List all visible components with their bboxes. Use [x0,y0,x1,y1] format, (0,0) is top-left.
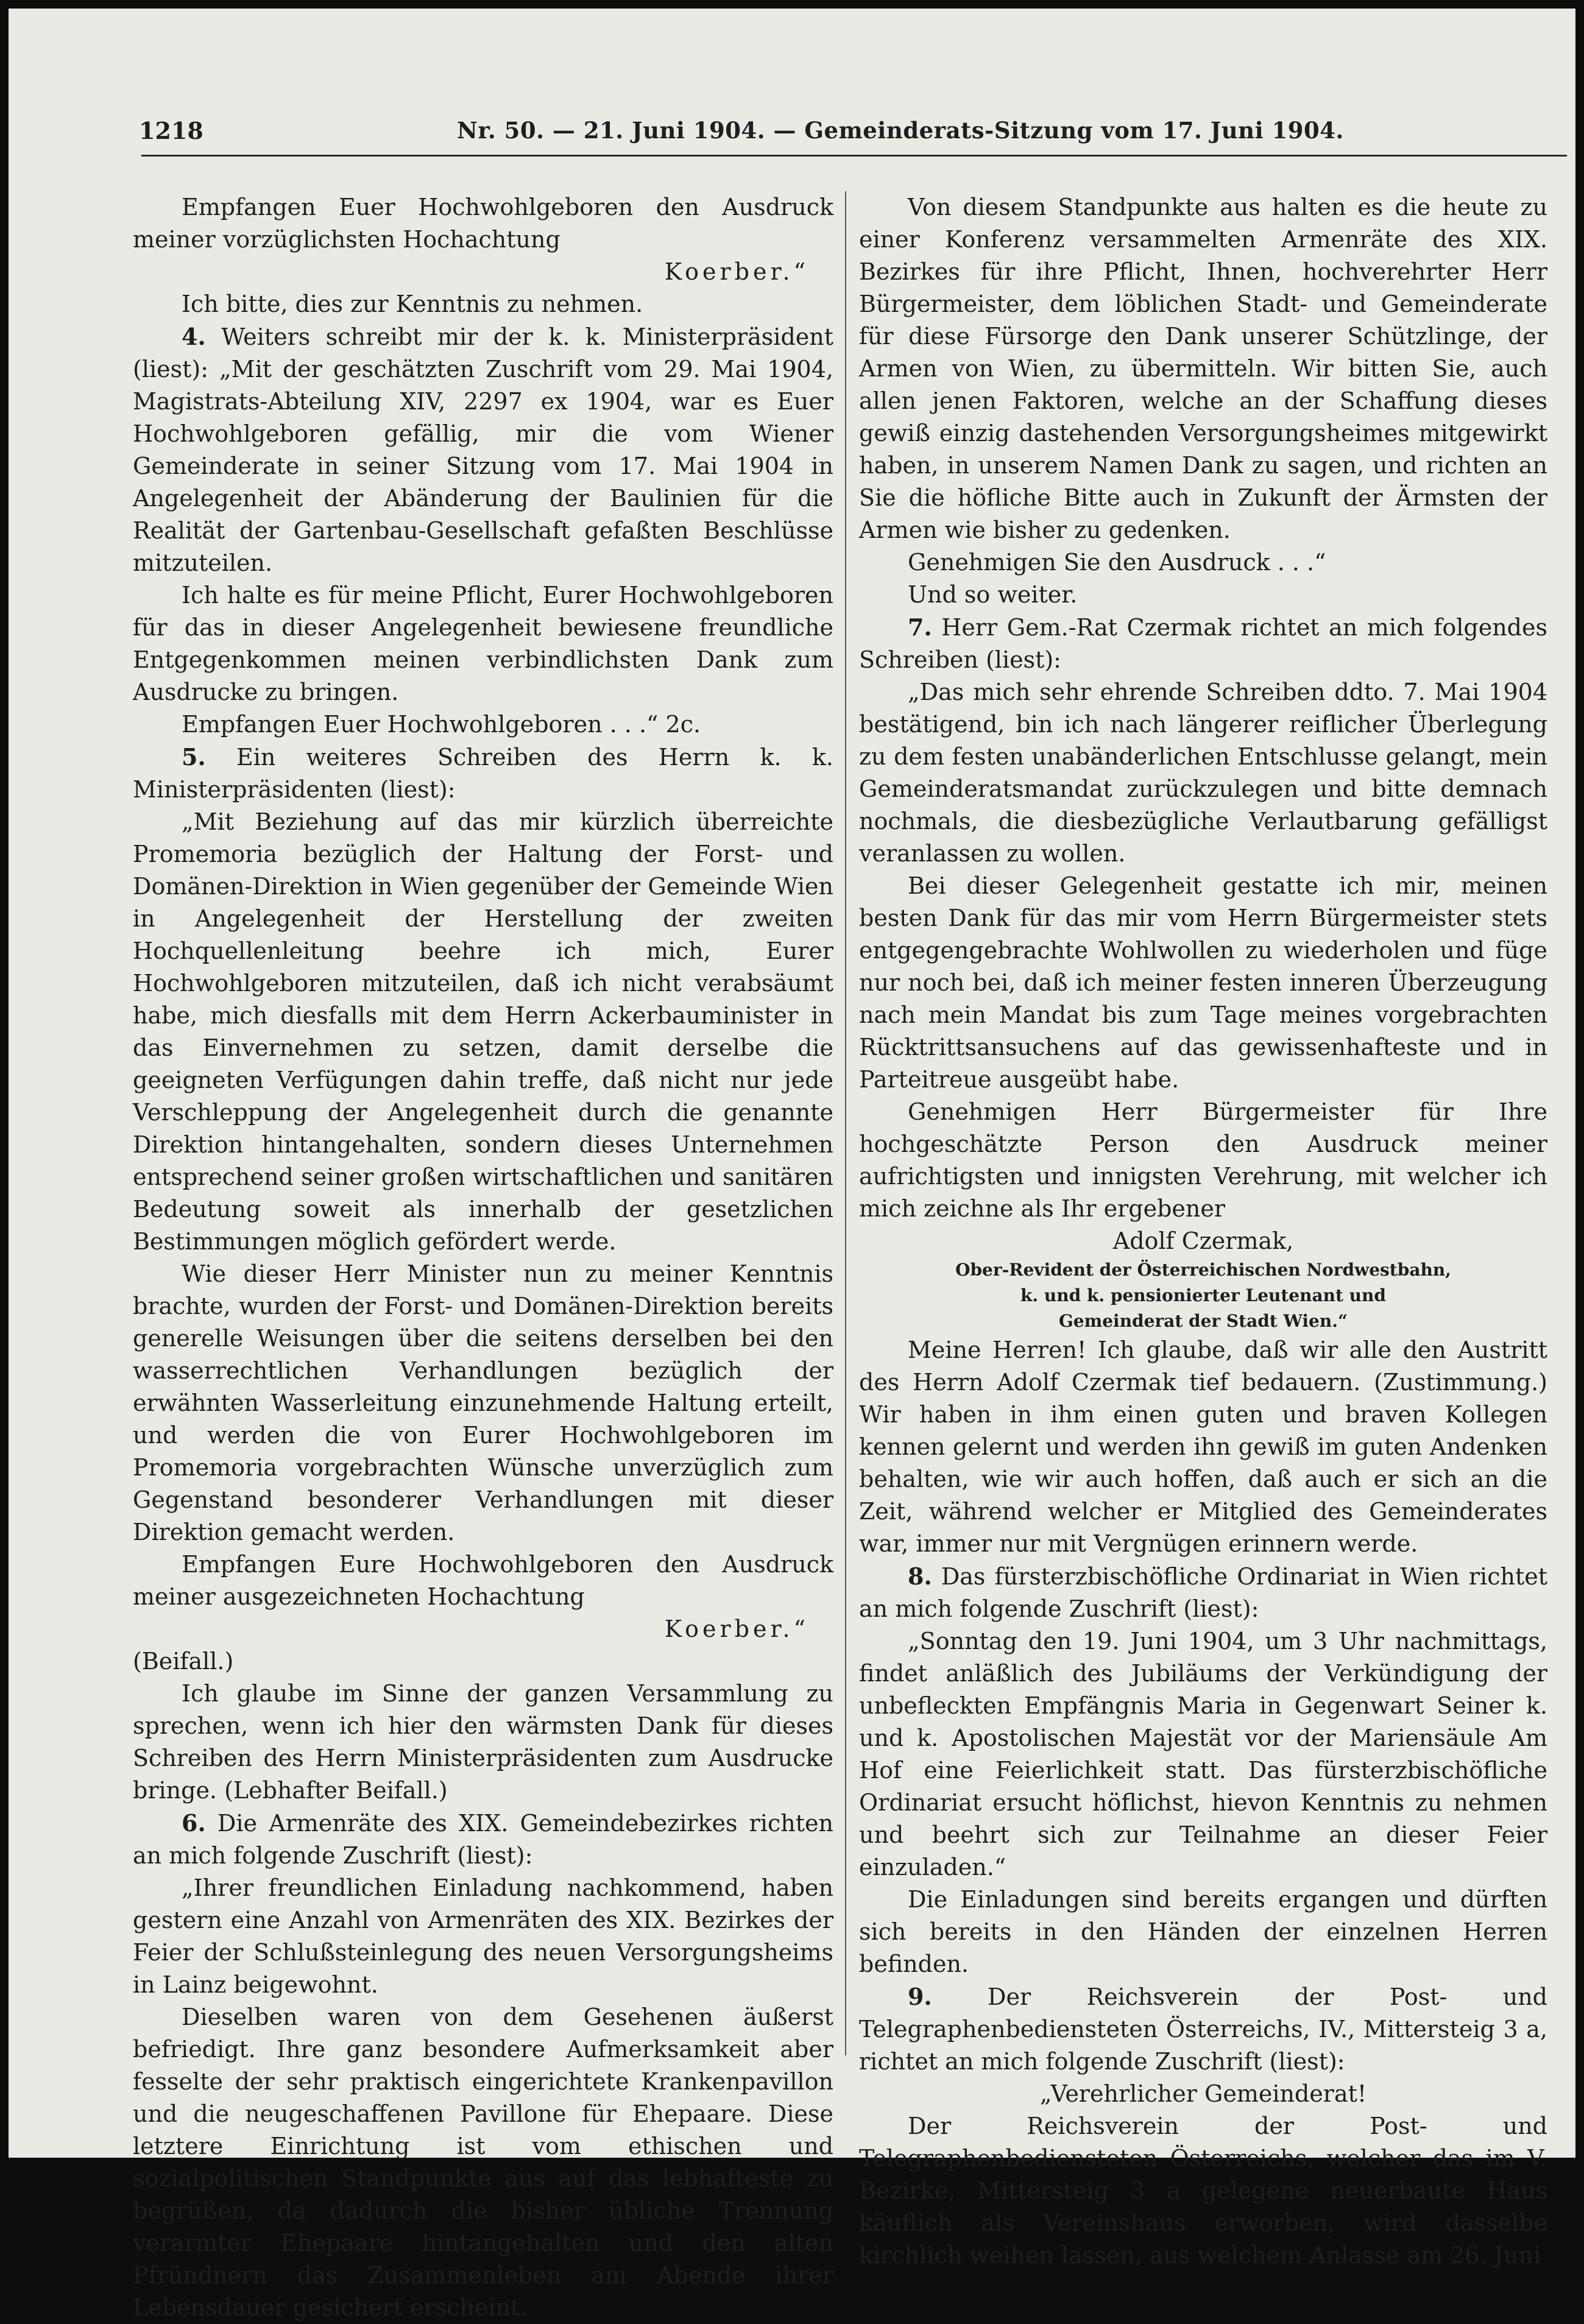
paragraph: Der Reichsverein der Post- und Telegraphenbediensteten Österreichs, welcher das im V. Bezirke, Mittersteig 3 a gelegene neuerbaute Haus käuflich als Vereinshaus erworben, wird dasselbe kirchlich weihen lassen, aus welchem Anlasse am 26. Juni [859,2113,1547,2269]
paragraph-text: Herr Gem.-Rat Czermak richtet an mich folgendes Schreiben (liest): [859,614,1547,673]
paragraph: „Mit Beziehung auf das mir kürzlich überreichte Promemoria bezüglich der Haltung der Forst- und Domänen-Direktion in Wien gegenüber der Gemeinde Wien in Angelegenheit der Herstellung der zweiten Hochquellenleitung beehre ich mich, Eurer Hochwohlgeboren mitzuteilen, daß ich nicht verabsäumt habe, mich diesfalls mit dem Herrn Ackerbauminister in das Einvernehmen zu setzen, damit derselbe die geeigneten Verfügungen dahin treffe, daß nicht nur jede Verschleppung der Angelegenheit durch die genannte Direktion hintangehalten, sondern dieses Unternehmen entsprechend seiner großen wirtschaftlichen und sanitären Bedeutung soweit als innerhalb der gesetzlichen Bestimmungen möglich gefördert werde. [133,808,833,1255]
signature-title: k. und k. pensionierter Leutenant und [1020,1285,1386,1305]
left-column [133,191,833,2324]
paragraph: Dieselben waren von dem Gesehenen äußerst befriedigt. Ihre ganz besondere Aufmerksamkeit aber fesselte der sehr praktisch eingerichtete Krankenpavillon und die neugeschaffenen Pavillone für Ehepaare. Diese letztere Einrichtung ist vom ethischen und sozialpolitischen Standpunkte aus auf das lebhafteste zu begrüßen, da dadurch die bisher übliche Trennung verarmter Ehepaare hintangehalten und den alten Pfründnern das Zusammenleben am Abende ihrer Lebensdauer gesichert erscheint. [133,2004,833,2321]
paragraph: Meine Herren! Ich glaube, daß wir alle den Austritt des Herrn Adolf Czermak tief bedauern. (Zustimmung.) Wir haben in ihm einen guten und braven Kollegen kennen gelernt und werden ihn gewiß im guten Andenken behalten, wie wir auch hoffen, daß auch er sich an die Zeit, während welcher er Mitglied des Gemeinderates war, immer nur mit Vergnügen erinnern werde. [859,1337,1547,1557]
paragraph: Ich bitte, dies zur Kenntnis zu nehmen. [182,291,643,317]
page-header [9,9,1575,144]
signature-name: Adolf Czermak, [1112,1227,1294,1254]
paragraph: „Das mich sehr ehrende Schreiben ddto. 7. Mai 1904 bestätigend, bin ich nach längerer reiflicher Überlegung zu dem festen unabänderlichen Entschlusse gelangt, mein Gemeinderatsmandat zurückzulegen und bitte demnach nochmals, die diesbezügliche Verlautbarung gefälligst veranlassen zu wollen. [859,679,1547,867]
paragraph-text: Ein weiteres Schreiben des Herrn k. k. Ministerpräsidenten (liest): [133,744,833,803]
header-rule [141,155,1567,157]
paragraph-text: Der Reichsverein der Post- und Telegraphenbediensteten Österreichs, IV., Mittersteig 3 a, richtet an mich folgende Zuschrift (liest): [859,1983,1547,2075]
paragraph-item-6 [133,1807,833,1872]
paragraph-item-5 [133,741,833,806]
item-number: 5. [182,743,206,771]
paragraph: Ich glaube im Sinne der ganzen Versammlung zu sprechen, wenn ich hier den wärmsten Dank für dieses Schreiben des Herrn Ministerpräsidenten zum Ausdrucke bringe. (Lebhafter Beifall.) [133,1680,833,1804]
right-column [859,191,1547,2272]
paragraph-item-9 [859,1980,1547,2078]
paragraph: Die Einladungen sind bereits ergangen und dürften sich bereits in den Händen der einzelnen Herren befinden. [859,1886,1547,1977]
item-number: 7. [908,613,932,641]
paragraph: Genehmigen Herr Bürgermeister für Ihre hochgeschätzte Person den Ausdruck meiner aufrichtigsten und innigsten Verehrung, mit welcher ich mich zeichne als Ihr ergebener [859,1098,1547,1222]
paragraph-item-4 [133,320,833,579]
signature: Koerber.“ [664,1616,809,1642]
paragraph: Bei dieser Gelegenheit gestatte ich mir, meinen besten Dank für das mir vom Herrn Bürgermeister stets entgegengebrachte Wohlwollen zu wiederholen und füge nur noch bei, daß ich meiner festen inneren Überzeugung nach mein Mandat bis zum Tage meines vorgebrachten Rücktrittsansuchens auf das gewissenhafteste und in Parteitreue ausgeübt habe. [859,872,1547,1093]
page-number: 1218 [139,117,203,144]
paragraph: Genehmigen Sie den Ausdruck . . .“ [908,549,1326,576]
paragraph: Und so weiter. [908,581,1078,608]
item-number: 6. [182,1809,206,1837]
paragraph: Empfangen Euer Hochwohlgeboren den Ausdruck meiner vorzüglichsten Hochachtung [133,194,833,253]
paragraph: Ich halte es für meine Pflicht, Eurer Hochwohlgeboren für das in dieser Angelegenheit bewiesene freundliche Entgegenkommen meinen verbindlichsten Dank zum Ausdrucke zu bringen. [133,582,833,705]
signature: Koerber.“ [664,258,809,285]
paragraph: „Ihrer freundlichen Einladung nachkommend, haben gestern eine Anzahl von Armenräten des XIX. Bezirkes der Feier der Schlußsteinlegung des neuen Versorgungsheims in Lainz beigewohnt. [133,1874,833,1998]
paragraph-item-7 [859,611,1547,676]
paragraph-text: Das fürsterzbischöfliche Ordinariat in Wien richtet an mich folgende Zuschrift (liest): [859,1563,1547,1622]
paragraph: (Beifall.) [133,1648,234,1675]
item-number: 4. [182,323,206,350]
salutation: „Verehrlicher Gemeinderat! [1039,2080,1367,2107]
paragraph: Von diesem Standpunkte aus halten es die heute zu einer Konferenz versammelten Armenräte des XIX. Bezirkes für ihre Pflicht, Ihnen, hochverehrter Herr Bürgermeister, dem löblichen Stadt- und Gemeinderate für diese Fürsorge den Dank unserer Schützlinge, der Armen von Wien, zu übermitteln. Wir bitten Sie, auch allen jenen Faktoren, welche an der Schaffung dieses gewiß einzig dastehenden Versorgungsheimes mitgewirkt haben, in unserem Namen Dank zu sagen, und richten an Sie die höfliche Bitte auch in Zukunft der Ärmsten der Armen wie bisher zu gedenken. [859,194,1547,543]
document-page [9,9,1575,2321]
paragraph-item-8 [859,1560,1547,1625]
item-number: 8. [908,1563,932,1590]
paragraph-text: Die Armenräte des XIX. Gemeindebezirkes richten an mich folgende Zuschrift (liest): [133,1810,833,1869]
column-rule [845,191,846,2055]
paragraph-text: Weiters schreibt mir der k. k. Ministerpräsident (liest): „Mit der geschätzten Zuschrift vom 29. Mai 1904, Magistrats-Abteilung XIV, 2297 ex 1904, war es Euer Hochwohlgeboren gefällig, mir die vom Wiener Gemeinderate in seiner Sitzung vom 17. Mai 1904 in Angelegenheit der Abänderung der Baulinien für die Realität der Gartenbau-Gesellschaft gefaßten Beschlüsse mitzuteilen. [133,323,833,576]
signature-title: Gemeinderat der Stadt Wien.“ [1058,1311,1348,1331]
signature-title: Ober-Revident der Österreichischen Nordwestbahn, [955,1260,1451,1280]
paragraph: „Sonntag den 19. Juni 1904, um 3 Uhr nachmittags, findet anläßlich des Jubiläums der Verkündigung der unbefleckten Empfängnis Maria in Gegenwart Seiner k. und k. Apostolischen Majestät vor der Mariensäule Am Hof eine Feierlichkeit statt. Das fürsterzbischöfliche Ordinariat ersucht höflichst, hievon Kenntnis zu nehmen und beehrt sich zur Teilnahme an dieser Feier einzuladen.“ [859,1628,1547,1881]
paragraph: Empfangen Eure Hochwohlgeboren den Ausdruck meiner ausgezeichneten Hochachtung [133,1551,833,1610]
item-number: 9. [908,1983,932,2010]
running-title: Nr. 50. — 21. Juni 1904. — Gemeinderats-Sitzung vom 17. Juni 1904. [457,117,1344,144]
paragraph: Wie dieser Herr Minister nun zu meiner Kenntnis brachte, wurden der Forst- und Domänen-Direktion bereits generelle Weisungen über die seitens derselben bei den wasserrechtlichen Verhandlungen bezüglich der erwähnten Wasserleitung einzunehmende Haltung erteilt, und werden die von Eurer Hochwohlgeboren im Promemoria vorgebrachten Wünsche unverzüglich zum Gegenstand besonderer Verhandlungen mit dieser Direktion gemacht werden. [133,1260,833,1545]
paragraph: Empfangen Euer Hochwohlgeboren . . .“ 2c. [182,711,701,738]
